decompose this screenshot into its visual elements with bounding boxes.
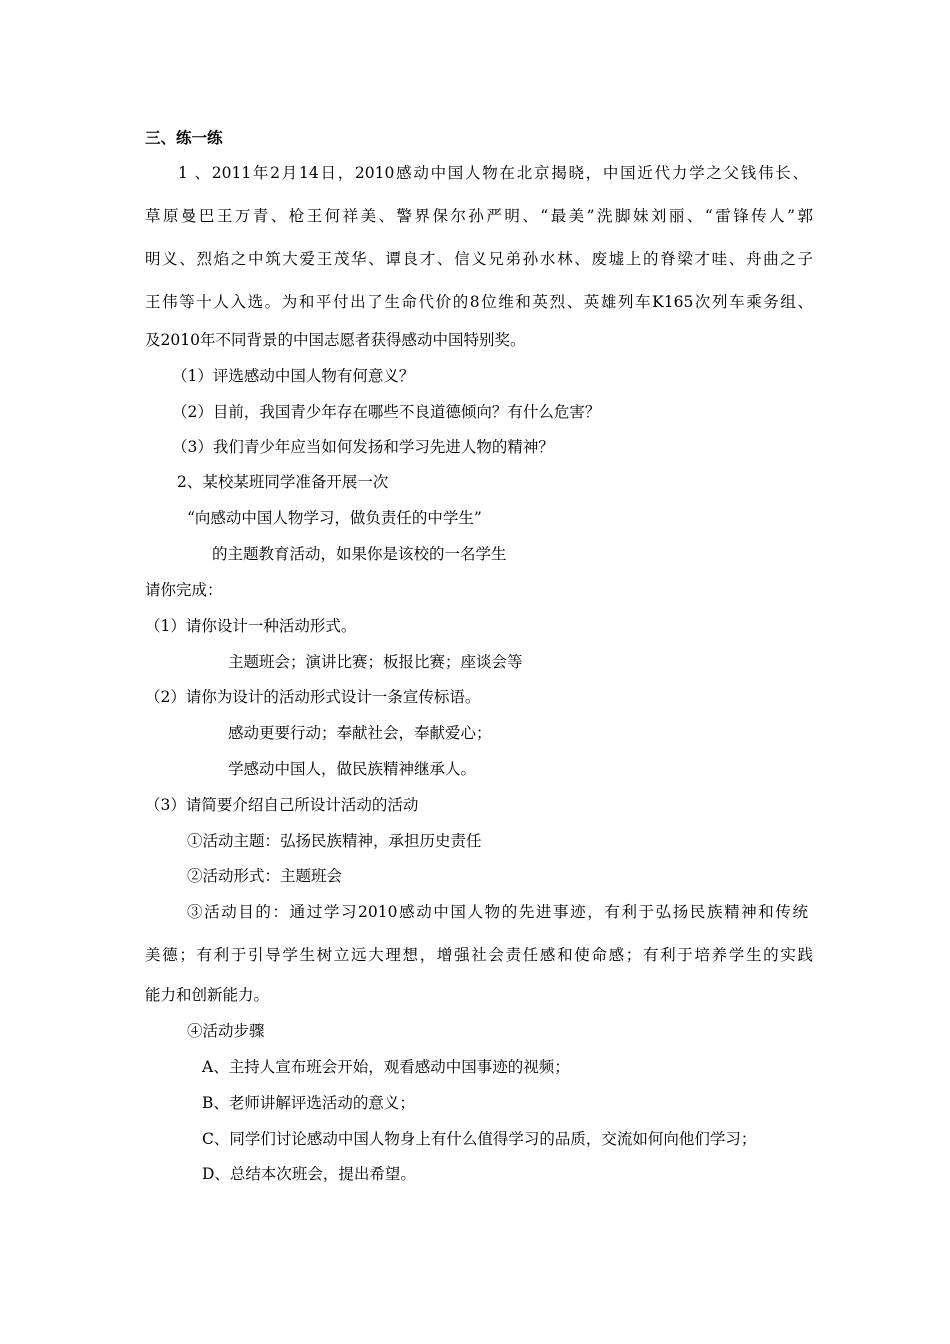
q2-part1-answer: 主题班会；演讲比赛；板报比赛；座谈会等 bbox=[228, 653, 523, 671]
activity-step: D、总结本次班会，提出希望。 bbox=[202, 1165, 416, 1183]
activity-purpose-line: 能力和创新能力。 bbox=[145, 986, 270, 1004]
q2-part2-question: （2）请你为设计的活动形式设计一条宣传标语。 bbox=[145, 688, 481, 706]
q1-paragraph-line: 明义、烈焰之中筑大爱王茂华、谭良才、信义兄弟孙水林、废墟上的脊梁才哇、舟曲之子 bbox=[145, 250, 813, 268]
q1-sub-question: （3）我们青少年应当如何发扬和学习先进人物的精神？ bbox=[172, 438, 554, 456]
q2-part2-answer: 感动更要行动；奉献社会，奉献爱心； bbox=[228, 724, 492, 742]
q1-paragraph-line: 及2010年不同背景的中国志愿者获得感动中国特别奖。 bbox=[145, 331, 526, 349]
section-heading: 三、练一练 bbox=[145, 129, 223, 147]
q1-paragraph-line: 草原曼巴王万青、枪王何祥美、警界保尔孙严明、“最美”洗脚妹刘丽、“雷锋传人”郭 bbox=[145, 207, 813, 225]
activity-form: ②活动形式：主题班会 bbox=[187, 867, 343, 885]
q1-sub-question: （1）评选感动中国人物有何意义？ bbox=[172, 367, 415, 385]
q2-intro-line: 2、某校某班同学准备开展一次 bbox=[177, 473, 389, 491]
activity-step: A、主持人宣布班会开始，观看感动中国事迹的视频； bbox=[202, 1058, 570, 1076]
activity-steps-title: ④活动步骤 bbox=[187, 1022, 265, 1040]
q1-paragraph-line: 1 、2011年2月14日，2010感动中国人物在北京揭晓，中国近代力学之父钱伟长、 bbox=[178, 164, 808, 182]
q2-intro-line: 请你完成： bbox=[145, 581, 223, 599]
activity-step: B、老师讲解评选活动的意义； bbox=[202, 1094, 415, 1112]
activity-step: C、同学们讨论感动中国人物身上有什么值得学习的品质，交流如何向他们学习； bbox=[202, 1130, 757, 1148]
q1-sub-question: （2）目前，我国青少年存在哪些不良道德倾向？有什么危害？ bbox=[172, 403, 601, 421]
q2-part3-question: （3）请简要介绍自己所设计活动的活动 bbox=[145, 796, 419, 814]
activity-theme: ①活动主题：弘扬民族精神，承担历史责任 bbox=[187, 832, 482, 850]
q2-intro-line: “向感动中国人物学习，做负责任的中学生” bbox=[187, 509, 482, 527]
q2-part1-question: （1）请你设计一种活动形式。 bbox=[145, 617, 357, 635]
activity-purpose-line: 美德；有利于引导学生树立远大理想，增强社会责任感和使命感；有利于培养学生的实践 bbox=[145, 946, 813, 964]
activity-purpose-line: ③活动目的：通过学习2010感动中国人物的先进事迹，有利于弘扬民族精神和传统 bbox=[187, 903, 808, 921]
q1-paragraph-line: 王伟等十人入选。为和平付出了生命代价的8位维和英烈、英雄列车K165次列车乘务组、 bbox=[145, 293, 813, 311]
q2-intro-line: 的主题教育活动，如果你是该校的一名学生 bbox=[212, 545, 507, 563]
q2-part2-answer: 学感动中国人，做民族精神继承人。 bbox=[228, 760, 477, 778]
